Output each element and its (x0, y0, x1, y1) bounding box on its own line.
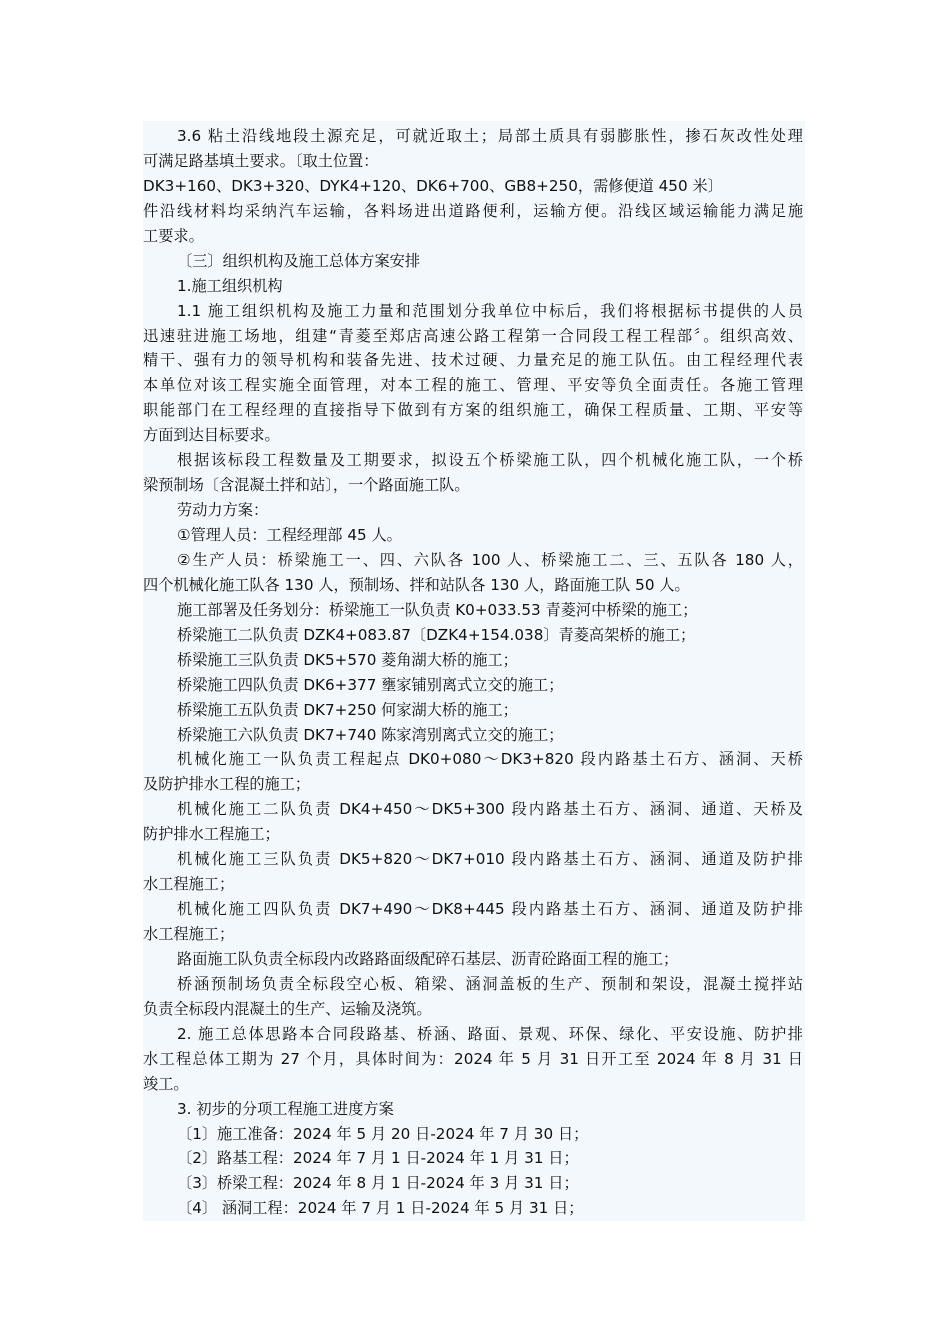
text-line: 3.6 粘土沿线地段土源充足，可就近取土；局部土质具有弱膨胀性，掺石灰改性处理 (177, 127, 803, 145)
text-line: 1.1 施工组织机构及施工力量和范围划分我单位中标后，我们将根据标书提供的人员 (177, 301, 803, 320)
text-line: 路面施工队负责全标段内改路路面级配碎石基层、沥青砼路面工程的施工； (177, 949, 679, 968)
text-line: 梁预制场〔含混凝土拌和站〕，一个路面施工队。 (143, 476, 470, 495)
text-line: 劳动力方案： (177, 501, 269, 520)
text-line: 〔1〕施工准备：2024 年 5 月 20 日-2024 年 7 月 30 日； (177, 1124, 589, 1143)
text-line: 件沿线材料均采纳汽车运输，各料场进出道路便利，运输方便。沿线区域运输能力满足施 (143, 201, 803, 220)
text-line: 施工部署及任务划分：桥梁施工一队负责 K0+033.53 青菱河中桥梁的施工； (177, 600, 698, 619)
text-line: 机械化施工一队负责工程起点 DK0+080～DK3+820 段内路基土石方、涵洞、天桥 (177, 750, 803, 769)
text-line: 方面到达目标要求。 (143, 426, 280, 445)
text-line: 机械化施工四队负责 DK7+490～DK8+445 段内路基土石方、涵洞、通道及防护排 (177, 900, 803, 919)
text-line: 及防护排水工程的施工； (143, 775, 311, 794)
text-line: DK3+160、DK3+320、DYK4+120、DK6+700、GB8+250，需修便道 450 米〕 (143, 176, 723, 195)
text-line: 负责全标段内混凝土的生产、运输及浇筑。 (143, 999, 432, 1018)
text-line: 桥涵预制场负责全标段空心板、箱梁、涵洞盖板的生产、预制和架设，混凝土搅拌站 (177, 974, 803, 993)
text-line: 工要求。 (143, 226, 204, 245)
text-line: 根据该标段工程数量及工期要求，拟设五个桥梁施工队，四个机械化施工队，一个桥 (177, 451, 803, 470)
text-line: 2. 施工总体思路本合同段路基、桥涵、路面、景观、环保、绿化、平安设施、防护排 (177, 1024, 803, 1043)
text-line: 〔2〕路基工程：2024 年 7 月 1 日-2024 年 1 月 31 日； (177, 1149, 579, 1168)
text-line: 机械化施工二队负责 DK4+450～DK5+300 段内路基土石方、涵洞、通道、天桥及 (177, 800, 803, 819)
text-line: 竣工。 (143, 1074, 189, 1093)
text-line: 〔4〕 涵洞工程：2024 年 7 月 1 日-2024 年 5 月 31 日； (177, 1199, 584, 1218)
text-line: 四个机械化施工队各 130 人，预制场、拌和站队各 130 人，路面施工队 50 人。 (143, 575, 690, 594)
text-line: 桥梁施工二队负责 DZK4+083.87〔DZK4+154.038〕青菱高架桥的施工； (177, 625, 696, 644)
text-line: 精干、强有力的领导机构和装备先进、技术过硬、力量充足的施工队伍。由工程经理代表 (143, 351, 803, 370)
text-line: 本单位对该工程实施全面管理，对本工程的施工、管理、平安等负全面责任。各施工管理 (143, 376, 803, 395)
text-line: 桥梁施工六队负责 DK7+740 陈家湾别离式立交的施工； (177, 725, 564, 744)
text-line: 水工程施工； (143, 925, 235, 943)
text-line: 迅速驻进施工场地，组建“青菱至郑店高速公路工程第一合同段工程工程部〞。组织高效、 (143, 326, 803, 345)
text-line: 3. 初步的分项工程施工进度方案 (177, 1099, 394, 1118)
text-line: ②生产人员：桥梁施工一、四、六队各 100 人、桥梁施工二、三、五队各 180 人， (177, 550, 803, 569)
text-line: ①管理人员：工程经理部 45 人。 (177, 526, 402, 544)
text-line: 水工程施工； (143, 875, 235, 894)
text-line: 〔3〕桥梁工程：2024 年 8 月 1 日-2024 年 3 月 31 日； (177, 1174, 579, 1193)
text-line: 1.施工组织机构 (177, 276, 283, 295)
text-line: 职能部门在工程经理的直接指导下做到有方案的组织施工，确保工程质量、工期、平安等 (143, 401, 803, 420)
document-body (143, 124, 803, 1221)
text-line: 〔三〕组织机构及施工总体方案安排 (177, 251, 420, 270)
text-line: 桥梁施工五队负责 DK7+250 何家湖大桥的施工； (177, 700, 518, 719)
text-line: 可满足路基填土要求。〔取土位置： (143, 151, 379, 170)
text-line: 桥梁施工三队负责 DK5+570 菱角湖大桥的施工； (177, 650, 518, 669)
text-line: 防护排水工程施工； (143, 825, 280, 844)
text-line: 桥梁施工四队负责 DK6+377 壅家铺别离式立交的施工； (177, 675, 564, 694)
text-line: 水工程总体工期为 27 个月，具体时间为：2024 年 5 月 31 日开工至 2024 年 8 月 31 日 (143, 1049, 803, 1068)
text-line: 机械化施工三队负责 DK5+820～DK7+010 段内路基土石方、涵洞、通道及防护排 (177, 850, 803, 869)
